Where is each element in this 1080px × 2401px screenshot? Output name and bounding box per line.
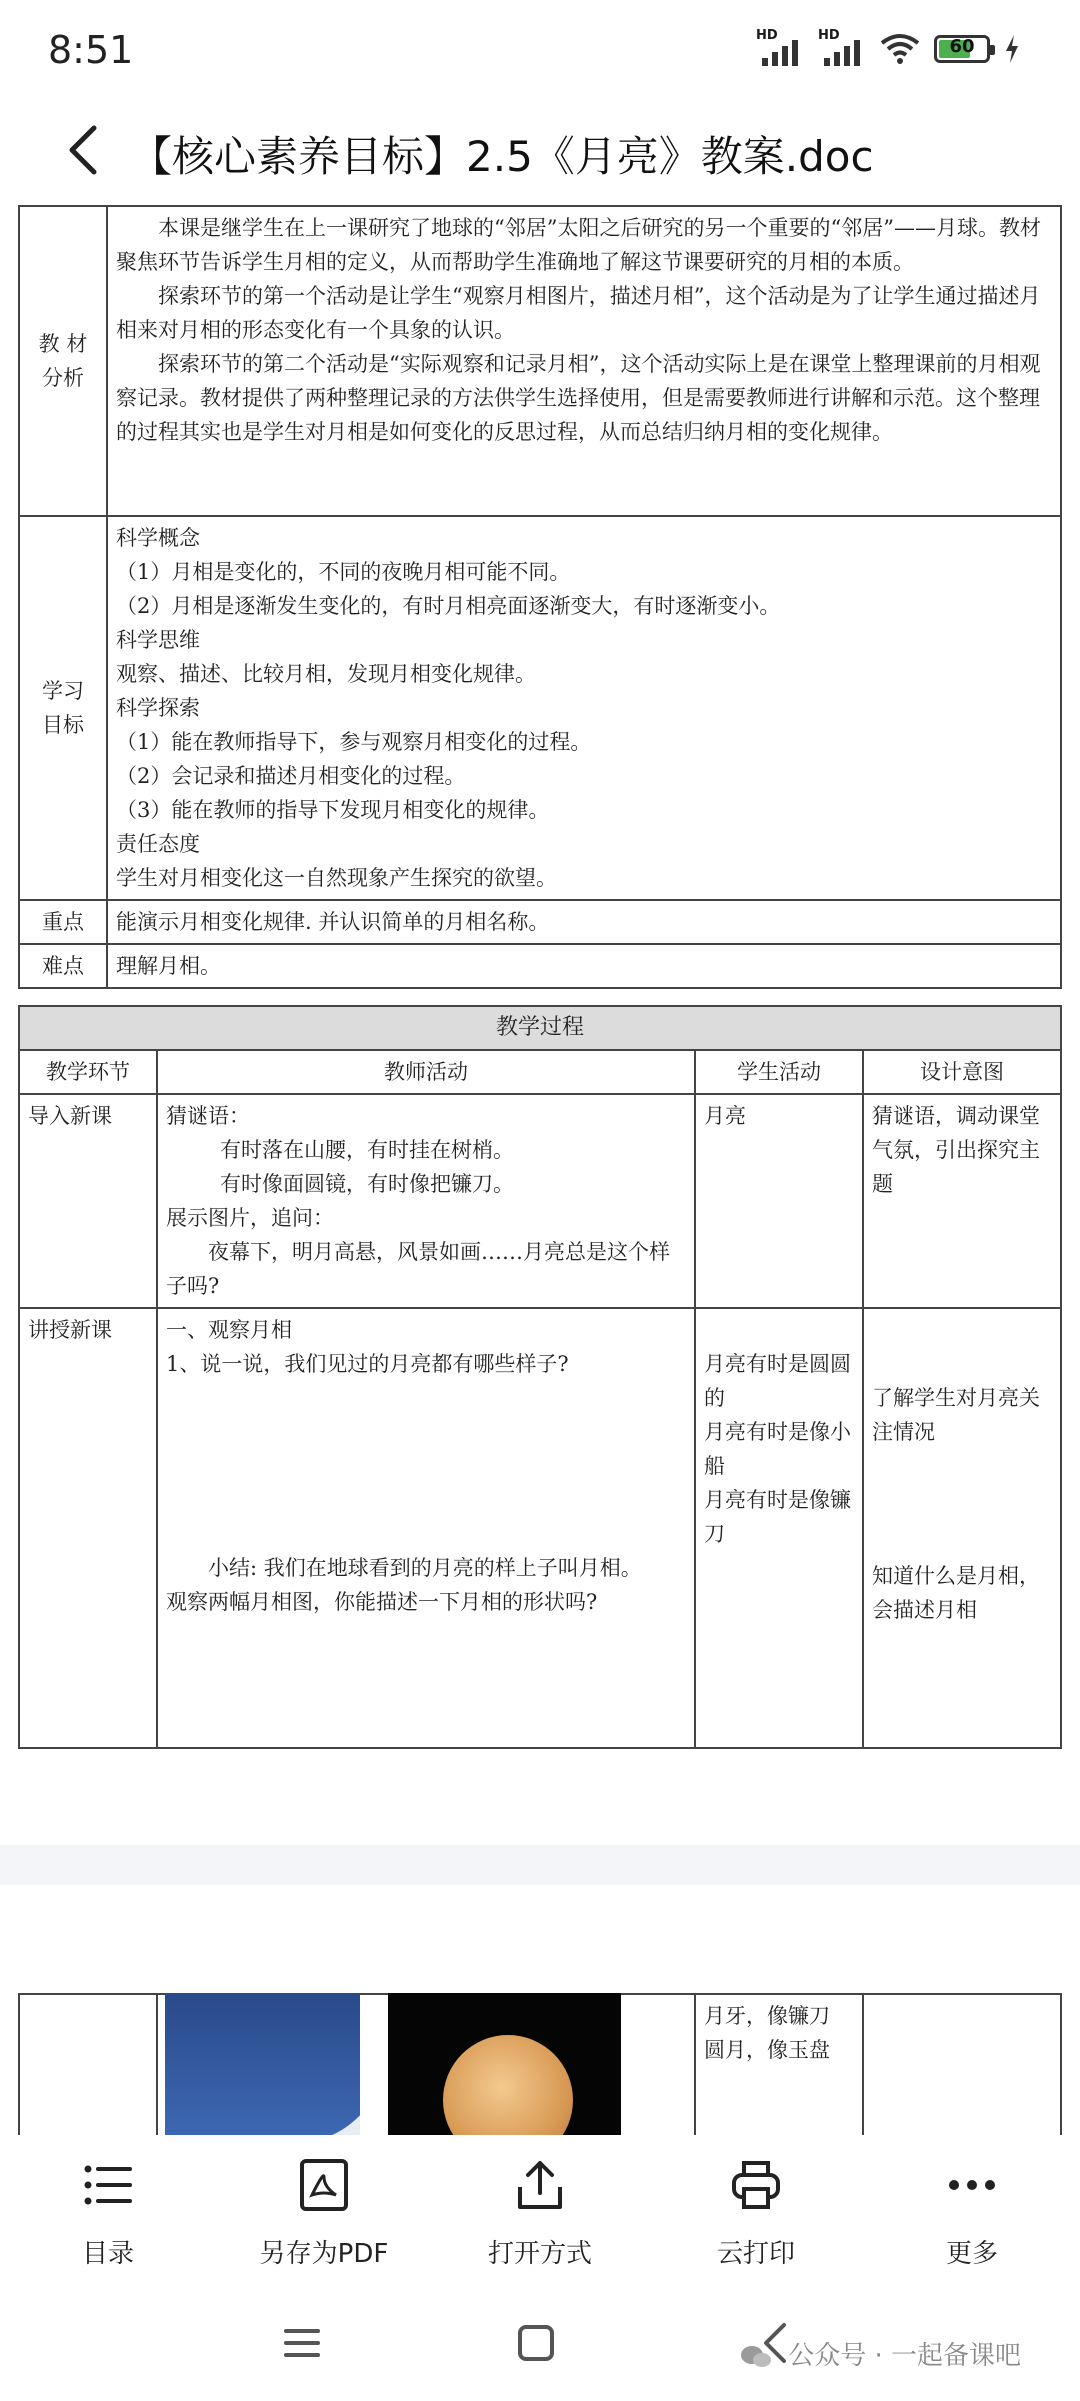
analysis-label-line: 教 材 (38, 332, 88, 356)
analysis-label-line: 分析 (42, 366, 84, 390)
student-line: 月亮有时是圆圆的 (704, 1352, 851, 1410)
key-content: 能演示月相变化规律. 并认识简单的月相名称。 (107, 900, 1061, 944)
document-title: 【核心素养目标】2.5《月亮》教案.doc (130, 132, 874, 181)
teacher-line: 一、观察月相 (166, 1318, 292, 1342)
analysis-paragraph: 探索环节的第一个活动是让学生“观察月相图片，描述月相”，这个活动是为了让学生通过描述月相来对月相的形态变化有一个具象的认识。 (116, 284, 1041, 342)
document-viewer[interactable] (0, 205, 1080, 2135)
toolbar-label: 更多 (945, 2239, 998, 2269)
share-icon (512, 2157, 568, 2213)
column-header: 教师活动 (157, 1050, 695, 1094)
pdf-icon (296, 2157, 352, 2213)
process-title: 教学过程 (19, 1006, 1061, 1050)
home-icon[interactable] (518, 2325, 554, 2361)
goals-label (19, 516, 107, 900)
goal-line: 责任态度 (116, 832, 200, 856)
teacher-line: 1、说一说，我们见过的月亮都有哪些样子? (166, 1352, 569, 1376)
wifi-icon (880, 33, 920, 65)
goals-label-line: 目标 (42, 713, 84, 737)
toolbar-label: 云打印 (716, 2239, 795, 2269)
goal-line: 科学探索 (116, 696, 200, 720)
teacher-line: 展示图片，追问： (166, 1206, 334, 1230)
crescent-moon-image (165, 1993, 360, 2153)
teacher-activity-cell (157, 1094, 695, 1308)
goal-line: （1）能在教师指导下，参与观察月相变化的过程。 (116, 730, 592, 754)
more-icon (944, 2157, 1000, 2213)
student-line: 月牙，像镰刀 (704, 2004, 830, 2028)
goal-line: （1）月相是变化的，不同的夜晚月相可能不同。 (116, 560, 571, 584)
toolbar-label: 目录 (81, 2239, 134, 2269)
table-row (19, 1308, 1061, 1748)
analysis-row (19, 206, 1061, 516)
watermark-text: 公众号 · 一起备课吧 (788, 2341, 1022, 2371)
status-bar (0, 0, 1080, 100)
student-activity-cell (695, 1308, 863, 1748)
page-gap (0, 1845, 1080, 1885)
back-icon[interactable] (56, 120, 116, 180)
printer-icon (728, 2157, 784, 2213)
battery-level: 60 (949, 36, 975, 57)
header (0, 100, 1080, 205)
column-header: 设计意图 (863, 1050, 1061, 1094)
charging-icon (1004, 35, 1020, 63)
teacher-line: 猜谜语： (166, 1104, 250, 1128)
goal-line: 科学思维 (116, 628, 200, 652)
difficulty-content: 理解月相。 (107, 944, 1061, 988)
student-line: 圆月，像玉盘 (704, 2038, 830, 2062)
key-label: 重点 (19, 900, 107, 944)
design-intent-cell: 猜谜语，调动课堂气氛，引出探究主题 (863, 1094, 1061, 1308)
toolbar-save-pdf-button[interactable] (216, 2135, 432, 2295)
goals-label-line: 学习 (42, 679, 84, 703)
hd-label: HD (818, 28, 840, 43)
toolbar-contents-button[interactable] (0, 2135, 216, 2295)
teacher-line: 观察两幅月相图，你能描述一下月相的形状吗? (166, 1590, 598, 1614)
stage-cell: 导入新课 (19, 1094, 157, 1308)
teacher-line: 有时落在山腰，有时挂在树梢。 (220, 1138, 514, 1162)
signal-icon (818, 28, 866, 66)
intent-line: 知道什么是月相，会描述月相 (872, 1564, 1040, 1622)
process-header-row (19, 1050, 1061, 1094)
goal-line: （2）月相是逐渐发生变化的，有时月相亮面逐渐变大，有时逐渐变小。 (116, 594, 781, 618)
stage-cell: 讲授新课 (19, 1308, 157, 1748)
design-intent-cell (863, 1308, 1061, 1748)
goal-line: 观察、描述、比较月相，发现月相变化规律。 (116, 662, 536, 686)
goal-line: （2）会记录和描述月相变化的过程。 (116, 764, 466, 788)
toolbar-label: 另存为PDF (259, 2239, 389, 2269)
intent-line: 了解学生对月亮关注情况 (872, 1386, 1040, 1444)
status-time: 8:51 (48, 28, 134, 72)
recent-apps-icon[interactable] (282, 2325, 322, 2361)
toolbar-more-button[interactable] (864, 2135, 1080, 2295)
column-header: 学生活动 (695, 1050, 863, 1094)
hd-label: HD (756, 28, 778, 43)
analysis-label (19, 206, 107, 516)
analysis-paragraph: 本课是继学生在上一课研究了地球的“邻居”太阳之后研究的另一个重要的“邻居”——月球。教材聚焦环节告诉学生月相的定义，从而帮助学生准确地了解这节课要研究的月相的本质。 (116, 216, 1041, 274)
analysis-content (107, 206, 1061, 516)
goals-content (107, 516, 1061, 900)
bottom-toolbar (0, 2135, 1080, 2295)
teacher-line: 夜幕下，明月高悬，风景如画……月亮总是这个样子吗? (166, 1240, 670, 1298)
goals-row (19, 516, 1061, 900)
analysis-paragraph: 探索环节的第二个活动是“实际观察和记录月相”，这个活动实际上是在课堂上整理课前的月相观察记录。教材提供了两种整理记录的方法供学生选择使用，但是需要教师进行讲解和示范。这个整理的过程其实也是学生对月相是如何变化的反思过程，从而总结归纳月相的变化规律。 (116, 352, 1041, 444)
full-moon-image (388, 1993, 621, 2153)
student-line: 月亮有时是像镰刀 (704, 1488, 851, 1546)
wechat-icon (740, 2345, 772, 2369)
lesson-info-table (18, 205, 1062, 989)
list-icon (80, 2157, 136, 2213)
table-row (19, 1094, 1061, 1308)
toolbar-cloud-print-button[interactable] (648, 2135, 864, 2295)
difficulty-label: 难点 (19, 944, 107, 988)
goal-line: 学生对月相变化这一自然现象产生探究的欲望。 (116, 866, 557, 890)
watermark (740, 2335, 1021, 2372)
student-line: 月亮有时是像小船 (704, 1420, 851, 1478)
column-header: 教学环节 (19, 1050, 157, 1094)
battery-icon (934, 35, 990, 63)
process-table (18, 1005, 1062, 1749)
system-nav-bar (0, 2295, 1080, 2401)
key-row (19, 900, 1061, 944)
teacher-line: 有时像面圆镜，有时像把镰刀。 (220, 1172, 514, 1196)
status-icons (756, 28, 1020, 66)
goal-line: （3）能在教师的指导下发现月相变化的规律。 (116, 798, 550, 822)
teacher-activity-cell (157, 1308, 695, 1748)
toolbar-open-with-button[interactable] (432, 2135, 648, 2295)
difficulty-row (19, 944, 1061, 988)
goal-line: 科学概念 (116, 526, 200, 550)
signal-icon (756, 28, 804, 66)
toolbar-label: 打开方式 (487, 2239, 592, 2269)
student-activity-cell: 月亮 (695, 1094, 863, 1308)
teacher-line: 小结: 我们在地球看到的月亮的样上子叫月相。 (208, 1556, 642, 1580)
